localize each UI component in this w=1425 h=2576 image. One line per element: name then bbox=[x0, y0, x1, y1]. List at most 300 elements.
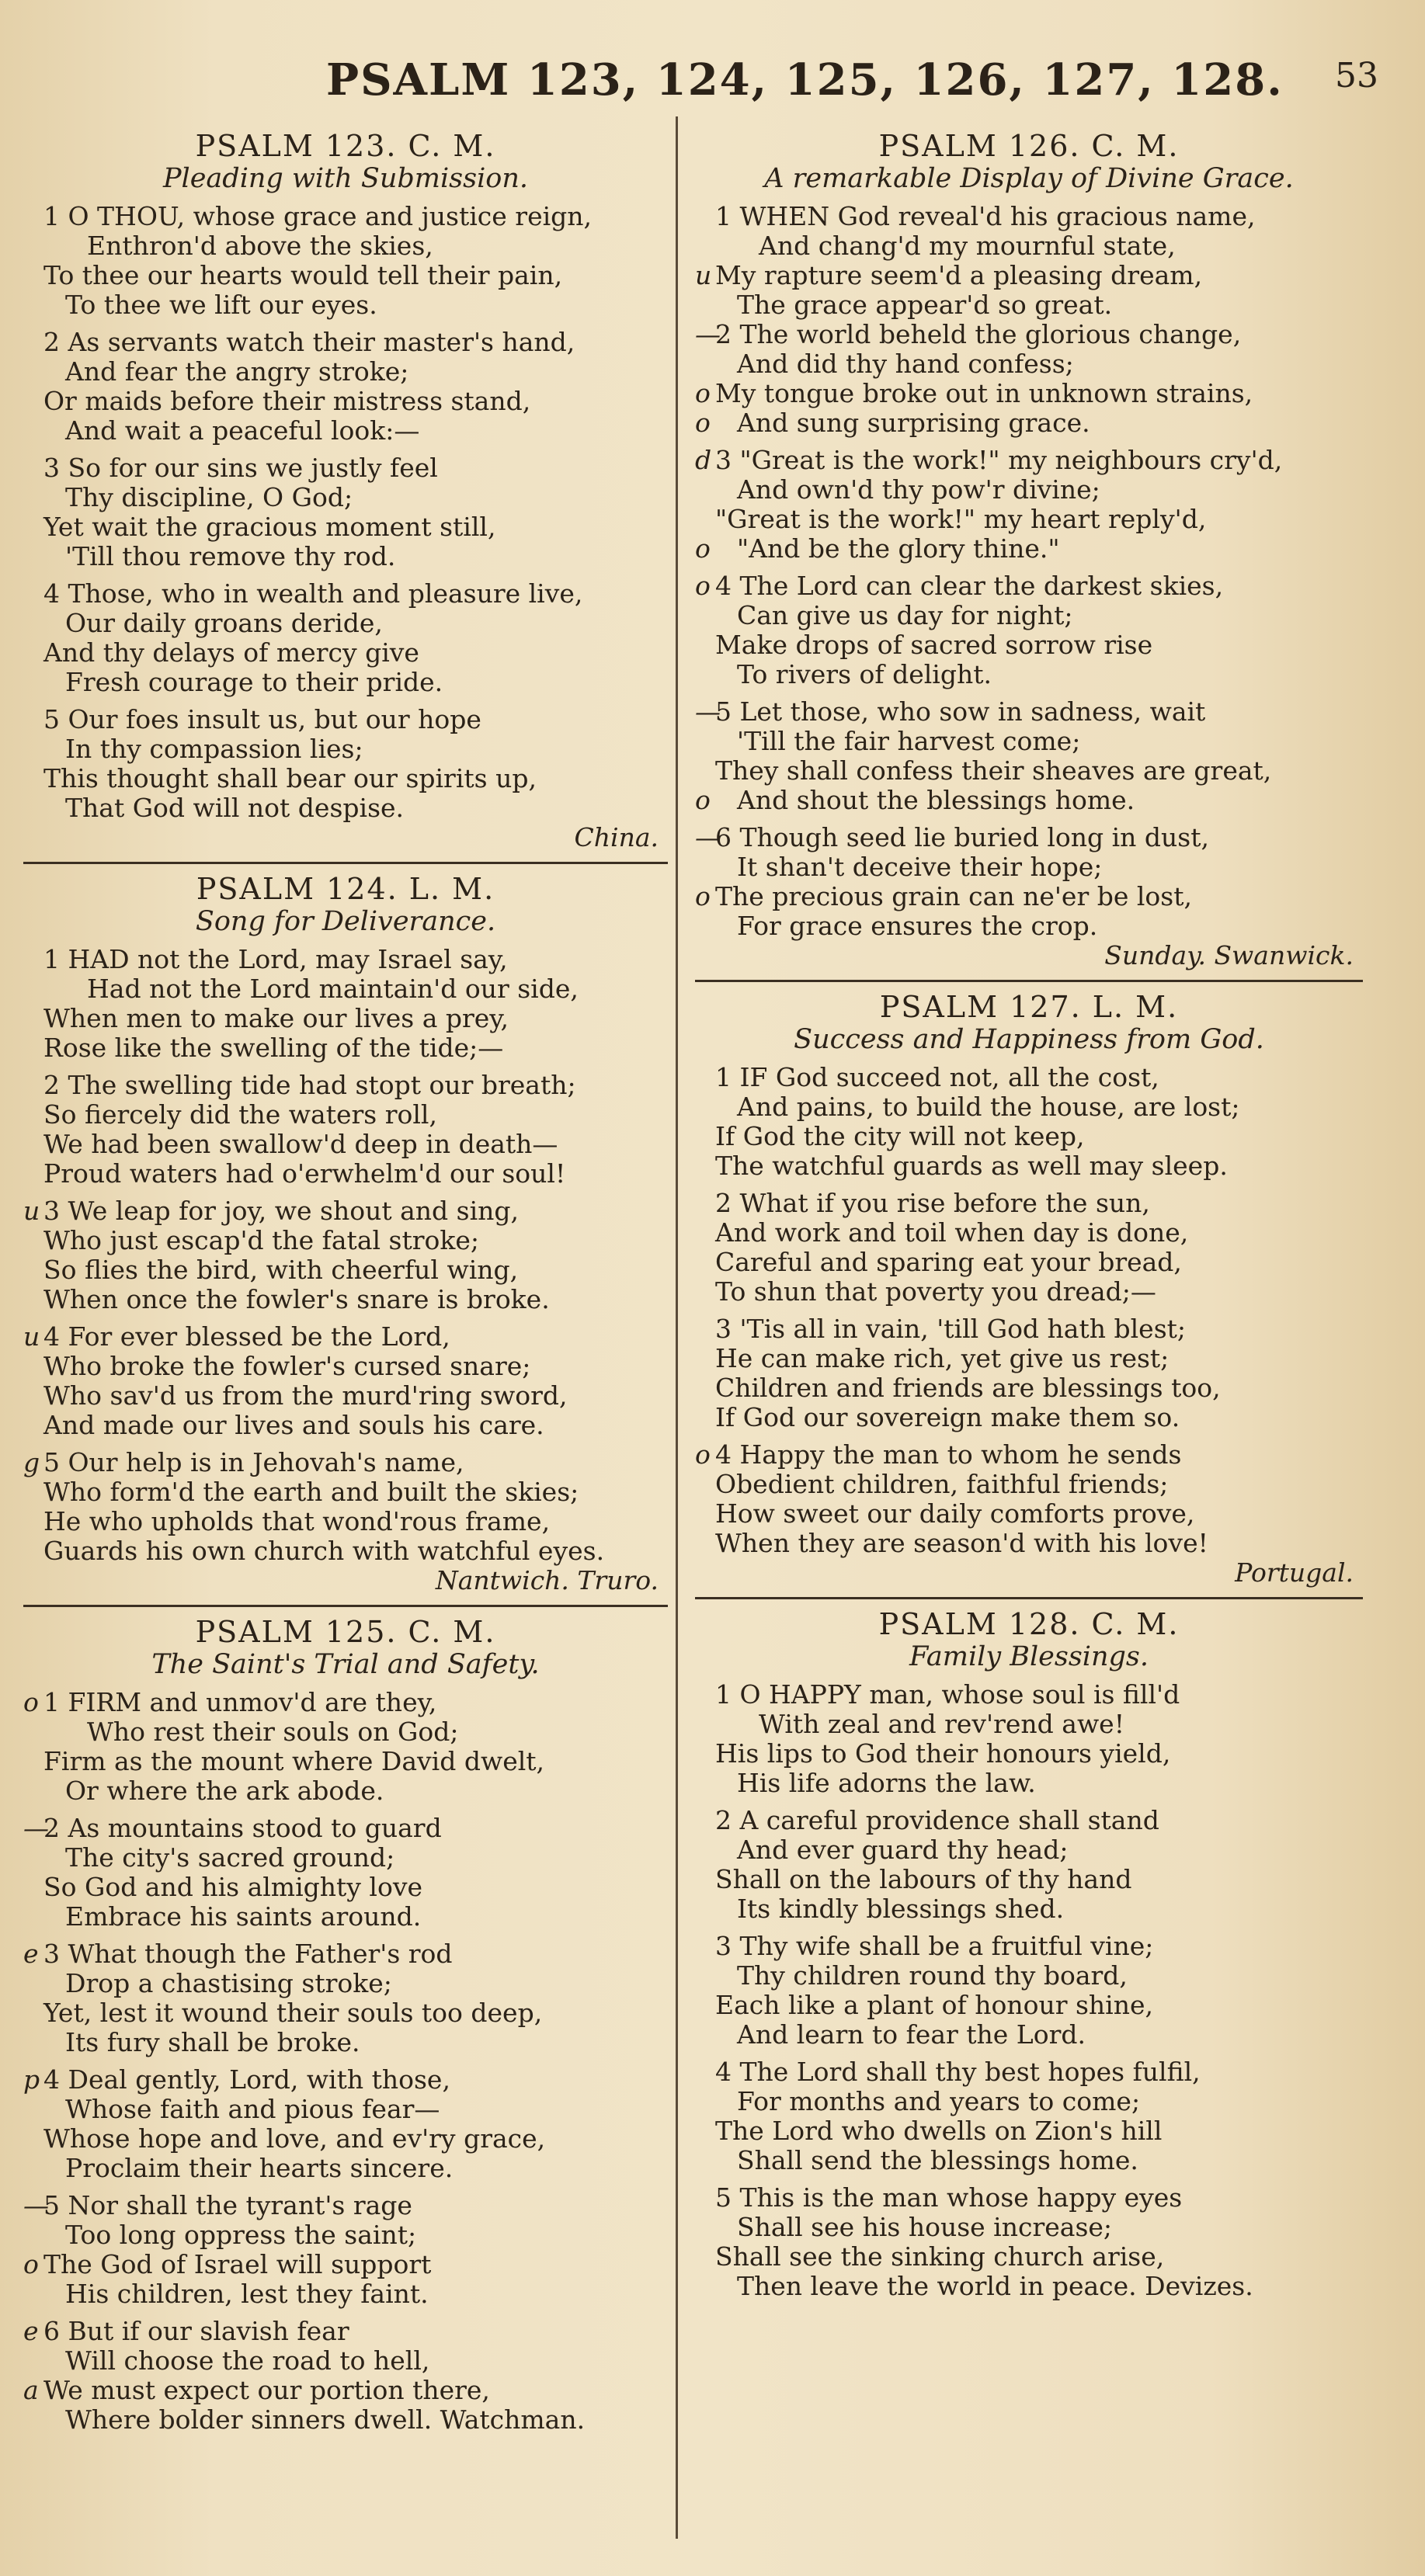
verse-text: 5 Nor shall the tyrant's rage bbox=[43, 2190, 412, 2220]
verse-line bbox=[23, 542, 668, 571]
stanza bbox=[695, 697, 1363, 815]
dynamic-mark bbox=[23, 2405, 43, 2435]
verse-line bbox=[695, 2183, 1363, 2213]
verse-line bbox=[23, 1998, 668, 2028]
verse-text: Or maids before their mistress stand, bbox=[43, 386, 531, 416]
psalm-title: PSALM 124. L. M. bbox=[196, 872, 495, 906]
dynamic-mark bbox=[23, 793, 43, 823]
dynamic-mark bbox=[23, 1717, 43, 1747]
verse-line bbox=[23, 1255, 668, 1285]
verse-line bbox=[695, 601, 1363, 630]
verse-line bbox=[695, 1470, 1363, 1499]
dynamic-mark bbox=[695, 290, 715, 320]
verse-text: The Lord who dwells on Zion's hill bbox=[715, 2116, 1163, 2146]
verse-line bbox=[23, 1873, 668, 1902]
stanza bbox=[695, 571, 1363, 689]
verse-text: We must expect our portion there, bbox=[43, 2375, 490, 2405]
dynamic-mark bbox=[23, 1477, 43, 1507]
dynamic-mark bbox=[695, 911, 715, 941]
dynamic-mark bbox=[695, 1151, 715, 1181]
dynamic-mark bbox=[695, 1865, 715, 1894]
verse-text: To shun that poverty you dread;— bbox=[715, 1276, 1156, 1307]
stanza bbox=[23, 453, 668, 571]
stanza bbox=[23, 2317, 668, 2435]
verse-text: 4 The Lord can clear the darkest skies, bbox=[715, 571, 1224, 601]
verse-text: 6 But if our slavish fear bbox=[43, 2316, 349, 2346]
verse-text: And shout the blessings home. bbox=[737, 785, 1135, 815]
dynamic-mark bbox=[23, 1776, 43, 1806]
dynamic-mark bbox=[695, 1470, 715, 1499]
dynamic-mark bbox=[23, 764, 43, 793]
verse-text: The grace appear'd so great. bbox=[737, 290, 1113, 320]
verse-text: Or where the ark abode. bbox=[65, 1776, 384, 1806]
verse-line bbox=[695, 1835, 1363, 1865]
verse-text: Where bolder sinners dwell. Watchman. bbox=[65, 2404, 586, 2435]
psalm-subtitle: Song for Deliverance. bbox=[195, 906, 496, 937]
dynamic-mark bbox=[23, 2279, 43, 2309]
verse-text: And thy delays of mercy give bbox=[43, 637, 419, 668]
verse-line bbox=[23, 1322, 668, 1352]
stanza bbox=[695, 1806, 1363, 1924]
verse-text: The precious grain can ne'er be lost, bbox=[715, 881, 1192, 911]
verse-text: And did thy hand confess; bbox=[737, 349, 1074, 379]
verse-line bbox=[23, 2279, 668, 2309]
verse-text: Drop a chastising stroke; bbox=[65, 1968, 392, 1998]
verse-line bbox=[695, 2057, 1363, 2087]
verse-text: 'Till thou remove thy rod. bbox=[65, 541, 396, 571]
verse-line bbox=[23, 2250, 668, 2279]
dynamic-mark bbox=[23, 1536, 43, 1566]
dynamic-mark bbox=[695, 601, 715, 630]
verse-line bbox=[23, 1747, 668, 1776]
verse-line bbox=[23, 579, 668, 609]
psalm-block bbox=[23, 129, 668, 852]
verse-text: The God of Israel will support bbox=[43, 2249, 432, 2279]
dynamic-mark: e bbox=[23, 2316, 39, 2346]
verse-text: Its fury shall be broke. bbox=[65, 2027, 360, 2057]
stanza bbox=[695, 1063, 1363, 1181]
stanza bbox=[23, 1939, 668, 2057]
stanza bbox=[23, 945, 668, 1063]
stanza bbox=[23, 2065, 668, 2183]
dynamic-mark: o bbox=[695, 533, 711, 564]
verse-line bbox=[695, 1248, 1363, 1277]
verse-line bbox=[23, 1071, 668, 1100]
dynamic-mark bbox=[695, 1063, 715, 1092]
dynamic-mark: p bbox=[23, 2064, 40, 2095]
dynamic-mark bbox=[23, 2028, 43, 2057]
dynamic-mark bbox=[23, 387, 43, 416]
dynamic-mark bbox=[695, 1122, 715, 1151]
verse-line bbox=[23, 1902, 668, 1932]
verse-line bbox=[695, 1894, 1363, 1924]
verse-line bbox=[695, 290, 1363, 320]
verse-line bbox=[23, 1717, 668, 1747]
verse-line bbox=[23, 1033, 668, 1063]
verse-text: 1 O THOU, whose grace and justice reign, bbox=[43, 201, 593, 231]
stanza bbox=[695, 446, 1363, 564]
verse-line bbox=[695, 1440, 1363, 1470]
dynamic-mark bbox=[695, 349, 715, 379]
verse-text: Shall on the labours of thy hand bbox=[715, 1864, 1132, 1894]
verse-text: 2 What if you rise before the sun, bbox=[715, 1188, 1150, 1218]
verse-text: Thy discipline, O God; bbox=[65, 482, 353, 512]
running-title: PSALM 123, 124, 125, 126, 127, 128. bbox=[326, 54, 1284, 106]
verse-text: "Great is the work!" my heart reply'd, bbox=[715, 504, 1207, 534]
verse-text: To rivers of delight. bbox=[737, 659, 992, 689]
verse-line bbox=[23, 1130, 668, 1159]
verse-line bbox=[23, 974, 668, 1004]
verse-line bbox=[23, 1939, 668, 1969]
dynamic-mark bbox=[695, 1529, 715, 1558]
dynamic-mark bbox=[23, 328, 43, 357]
verse-line bbox=[695, 2242, 1363, 2272]
dynamic-mark: o bbox=[695, 408, 711, 438]
dynamic-mark bbox=[23, 1033, 43, 1063]
verse-text: He can make rich, yet give us rest; bbox=[715, 1343, 1170, 1373]
verse-line bbox=[695, 1122, 1363, 1151]
verse-text: Make drops of sacred sorrow rise bbox=[715, 630, 1153, 660]
verse-text: When men to make our lives a prey, bbox=[43, 1003, 509, 1033]
verse-line bbox=[695, 911, 1363, 941]
dynamic-mark bbox=[695, 2183, 715, 2213]
verse-line bbox=[23, 2154, 668, 2183]
dynamic-mark bbox=[23, 202, 43, 231]
verse-text: Obedient children, faithful friends; bbox=[715, 1469, 1169, 1499]
dynamic-mark bbox=[695, 231, 715, 261]
verse-line bbox=[23, 793, 668, 823]
dynamic-mark bbox=[695, 475, 715, 505]
dynamic-mark bbox=[23, 512, 43, 542]
dynamic-mark: — bbox=[695, 696, 721, 727]
tune-name: Sunday. Swanwick. bbox=[1104, 940, 1354, 970]
verse-text: Embrace his saints around. bbox=[65, 1901, 422, 1932]
verse-line bbox=[23, 2028, 668, 2057]
stanza bbox=[23, 202, 668, 320]
verse-line bbox=[695, 202, 1363, 231]
verse-text: 3 We leap for joy, we shout and sing, bbox=[43, 1196, 520, 1226]
psalm-block bbox=[23, 1615, 668, 2435]
verse-line bbox=[23, 290, 668, 320]
dynamic-mark bbox=[695, 2087, 715, 2116]
dynamic-mark bbox=[23, 1843, 43, 1873]
stanza bbox=[23, 1448, 668, 1566]
dynamic-mark: u bbox=[23, 1196, 40, 1226]
verse-line bbox=[23, 638, 668, 668]
dynamic-mark bbox=[23, 1747, 43, 1776]
dynamic-mark bbox=[695, 1806, 715, 1835]
verse-line bbox=[23, 945, 668, 974]
section-rule bbox=[695, 980, 1363, 982]
verse-text: Careful and sparing eat your bread, bbox=[715, 1247, 1182, 1277]
verse-text: 5 This is the man whose happy eyes bbox=[715, 2182, 1183, 2213]
dynamic-mark: o bbox=[23, 2249, 39, 2279]
section-rule bbox=[23, 862, 668, 864]
verse-line bbox=[23, 328, 668, 357]
stanza bbox=[23, 579, 668, 697]
dynamic-mark bbox=[695, 1680, 715, 1710]
dynamic-mark bbox=[23, 1255, 43, 1285]
verse-line bbox=[695, 882, 1363, 911]
verse-text: This thought shall bear our spirits up, bbox=[43, 763, 537, 793]
dynamic-mark bbox=[23, 734, 43, 764]
verse-text: So flies the bird, with cheerful wing, bbox=[43, 1255, 519, 1285]
verse-text: 3 Thy wife shall be a fruitful vine; bbox=[715, 1931, 1154, 1961]
verse-line bbox=[23, 1159, 668, 1189]
verse-text: 4 The Lord shall thy best hopes fulfil, bbox=[715, 2057, 1201, 2087]
dynamic-mark bbox=[695, 2242, 715, 2272]
stanza bbox=[695, 1314, 1363, 1432]
verse-line bbox=[23, 2065, 668, 2095]
section-rule bbox=[23, 1605, 668, 1607]
verse-line bbox=[23, 1507, 668, 1536]
dynamic-mark bbox=[23, 1969, 43, 1998]
verse-line bbox=[695, 2146, 1363, 2175]
verse-text: When they are season'd with his love! bbox=[715, 1528, 1208, 1558]
verse-text: 3 'Tis all in vain, 'till God hath blest; bbox=[715, 1314, 1187, 1344]
verse-line bbox=[695, 505, 1363, 534]
dynamic-mark bbox=[695, 1092, 715, 1122]
verse-text: His lips to God their honours yield, bbox=[715, 1738, 1171, 1769]
verse-text: Fresh courage to their pride. bbox=[65, 667, 443, 697]
dynamic-mark: o bbox=[23, 1687, 39, 1717]
dynamic-mark bbox=[695, 2213, 715, 2242]
verse-text: So God and his almighty love bbox=[43, 1872, 423, 1902]
page-number: 53 bbox=[1335, 56, 1378, 95]
dynamic-mark bbox=[23, 1285, 43, 1314]
dynamic-mark bbox=[695, 1344, 715, 1373]
verse-line bbox=[23, 261, 668, 290]
verse-line bbox=[695, 1189, 1363, 1218]
verse-text: Whose hope and love, and ev'ry grace, bbox=[43, 2123, 546, 2154]
dynamic-mark bbox=[23, 2095, 43, 2124]
dynamic-mark bbox=[23, 945, 43, 974]
verse-line bbox=[695, 1806, 1363, 1835]
verse-line bbox=[23, 1352, 668, 1381]
psalm-block bbox=[695, 1607, 1363, 2301]
psalm-title: PSALM 126. C. M. bbox=[878, 129, 1180, 163]
verse-text: And pains, to build the house, are lost; bbox=[737, 1092, 1240, 1122]
verse-line bbox=[695, 2116, 1363, 2146]
dynamic-mark bbox=[23, 483, 43, 512]
verse-line bbox=[695, 1991, 1363, 2020]
verse-text: To thee we lift our eyes. bbox=[65, 290, 377, 320]
dynamic-mark bbox=[695, 505, 715, 534]
verse-line bbox=[23, 1381, 668, 1411]
verse-line bbox=[695, 1344, 1363, 1373]
verse-text: And fear the angry stroke; bbox=[65, 356, 409, 387]
verse-line bbox=[23, 2095, 668, 2124]
verse-text: 1 WHEN God reveal'd his gracious name, bbox=[715, 201, 1256, 231]
verse-text: My rapture seem'd a pleasing dream, bbox=[715, 260, 1203, 290]
dynamic-mark bbox=[23, 453, 43, 483]
psalm-subtitle: Success and Happiness from God. bbox=[794, 1024, 1264, 1055]
verse-text: 3 What though the Father's rod bbox=[43, 1939, 453, 1969]
verse-text: 5 Our foes insult us, but our hope bbox=[43, 704, 481, 734]
verse-line bbox=[23, 1285, 668, 1314]
verse-line bbox=[23, 2124, 668, 2154]
verse-text: 5 Our help is in Jehovah's name, bbox=[43, 1447, 464, 1477]
verse-text: Shall send the blessings home. bbox=[737, 2145, 1138, 2175]
verse-line bbox=[695, 379, 1363, 408]
verse-text: Its kindly blessings shed. bbox=[737, 1894, 1065, 1924]
dynamic-mark bbox=[695, 1403, 715, 1432]
dynamic-mark: — bbox=[23, 2190, 49, 2220]
verse-line bbox=[695, 1063, 1363, 1092]
psalm-subtitle: A remarkable Display of Divine Grace. bbox=[764, 163, 1294, 194]
verse-line bbox=[695, 534, 1363, 564]
dynamic-mark bbox=[695, 660, 715, 689]
verse-text: Thy children round thy board, bbox=[737, 1960, 1128, 1991]
psalm-title: PSALM 125. C. M. bbox=[195, 1615, 496, 1649]
verse-line bbox=[23, 1004, 668, 1033]
verse-line bbox=[695, 786, 1363, 815]
verse-line bbox=[23, 231, 668, 261]
verse-text: Whose faith and pious fear— bbox=[65, 2094, 440, 2124]
page-header bbox=[0, 54, 1425, 116]
dynamic-mark bbox=[23, 2124, 43, 2154]
psalm-block bbox=[695, 129, 1363, 970]
dynamic-mark bbox=[23, 1130, 43, 1159]
verse-line bbox=[695, 1499, 1363, 1529]
verse-text: That God will not despise. bbox=[65, 793, 405, 823]
stanza bbox=[695, 1189, 1363, 1307]
dynamic-mark bbox=[23, 1411, 43, 1440]
verse-text: Proclaim their hearts sincere. bbox=[65, 2153, 454, 2183]
verse-line bbox=[695, 1403, 1363, 1432]
verse-text: It shan't deceive their hope; bbox=[737, 852, 1103, 882]
verse-line bbox=[695, 2213, 1363, 2242]
psalm-block bbox=[23, 872, 668, 1595]
verse-text: My tongue broke out in unknown strains, bbox=[715, 378, 1253, 408]
verse-text: Guards his own church with watchful eyes. bbox=[43, 1536, 605, 1566]
verse-line bbox=[23, 1814, 668, 1843]
dynamic-mark bbox=[695, 1932, 715, 1961]
verse-text: Then leave the world in peace. Devizes. bbox=[737, 2271, 1253, 2301]
verse-line bbox=[695, 349, 1363, 379]
section-rule bbox=[695, 1597, 1363, 1599]
verse-line bbox=[23, 512, 668, 542]
verse-text: Children and friends are blessings too, bbox=[715, 1373, 1221, 1403]
verse-text: His children, lest they faint. bbox=[65, 2279, 429, 2309]
psalm-subtitle: Pleading with Submission. bbox=[162, 163, 529, 194]
dynamic-mark bbox=[23, 974, 43, 1004]
verse-text: The city's sacred ground; bbox=[65, 1842, 395, 1873]
verse-text: If God the city will not keep, bbox=[715, 1121, 1085, 1151]
verse-text: 5 Let those, who sow in sadness, wait bbox=[715, 696, 1206, 727]
dynamic-mark bbox=[695, 1218, 715, 1248]
verse-line bbox=[695, 446, 1363, 475]
verse-text: And own'd thy pow'r divine; bbox=[737, 474, 1100, 505]
verse-line bbox=[23, 668, 668, 697]
tune-name: Nantwich. Truro. bbox=[435, 1565, 659, 1595]
verse-line bbox=[23, 734, 668, 764]
verse-text: In thy compassion lies; bbox=[65, 734, 363, 764]
dynamic-mark: o bbox=[695, 785, 711, 815]
verse-line bbox=[695, 727, 1363, 756]
verse-line bbox=[695, 1277, 1363, 1307]
verse-line bbox=[23, 2376, 668, 2405]
verse-text: And wait a peaceful look:— bbox=[65, 415, 420, 446]
dynamic-mark bbox=[23, 705, 43, 734]
dynamic-mark: o bbox=[695, 881, 711, 911]
verse-line bbox=[23, 764, 668, 793]
verse-text: When once the fowler's snare is broke. bbox=[43, 1284, 550, 1314]
tune-name: Portugal. bbox=[1235, 1557, 1354, 1588]
verse-text: His life adorns the law. bbox=[737, 1768, 1036, 1798]
dynamic-mark bbox=[23, 1352, 43, 1381]
verse-text: Who sav'd us from the murd'ring sword, bbox=[43, 1380, 568, 1411]
psalm-block bbox=[695, 990, 1363, 1588]
dynamic-mark bbox=[695, 727, 715, 756]
dynamic-mark bbox=[23, 542, 43, 571]
dynamic-mark: g bbox=[23, 1447, 40, 1477]
dynamic-mark bbox=[695, 1189, 715, 1218]
verse-text: Yet wait the gracious moment still, bbox=[43, 512, 496, 542]
dynamic-mark bbox=[23, 1159, 43, 1189]
dynamic-mark bbox=[695, 1710, 715, 1739]
verse-text: For grace ensures the crop. bbox=[737, 911, 1098, 941]
psalm-subtitle: Family Blessings. bbox=[909, 1641, 1149, 1672]
dynamic-mark bbox=[23, 1071, 43, 1100]
tune-name: China. bbox=[574, 822, 659, 852]
verse-line bbox=[695, 1865, 1363, 1894]
verse-line bbox=[23, 1411, 668, 1440]
psalm-subtitle: The Saint's Trial and Safety. bbox=[151, 1649, 540, 1680]
verse-text: And learn to fear the Lord. bbox=[737, 2019, 1086, 2050]
verse-text: They shall confess their sheaves are great, bbox=[715, 755, 1272, 786]
verse-line bbox=[23, 202, 668, 231]
dynamic-mark: — bbox=[23, 1813, 49, 1843]
verse-text: 2 As servants watch their master's hand, bbox=[43, 327, 575, 357]
dynamic-mark: u bbox=[23, 1321, 40, 1352]
verse-line bbox=[23, 2346, 668, 2376]
verse-line bbox=[695, 231, 1363, 261]
dynamic-mark bbox=[23, 290, 43, 320]
verse-line bbox=[23, 2191, 668, 2220]
verse-text: 1 O HAPPY man, whose soul is fill'd bbox=[715, 1679, 1180, 1710]
stanza bbox=[695, 1680, 1363, 1798]
dynamic-mark: u bbox=[695, 260, 712, 290]
stanza bbox=[23, 1814, 668, 1932]
verse-text: With zeal and rev'rend awe! bbox=[759, 1709, 1124, 1739]
verse-line bbox=[23, 609, 668, 638]
verse-line bbox=[23, 2317, 668, 2346]
verse-text: The watchful guards as well may sleep. bbox=[715, 1151, 1228, 1181]
verse-line bbox=[695, 571, 1363, 601]
verse-line bbox=[695, 852, 1363, 882]
verse-text: If God our sovereign make them so. bbox=[715, 1402, 1180, 1432]
dynamic-mark bbox=[23, 579, 43, 609]
verse-line bbox=[23, 1477, 668, 1507]
dynamic-mark: — bbox=[695, 319, 721, 349]
verse-text: And ever guard thy head; bbox=[737, 1835, 1069, 1865]
verse-text: 1 HAD not the Lord, may Israel say, bbox=[43, 944, 508, 974]
verse-text: To thee our hearts would tell their pain, bbox=[43, 260, 563, 290]
verse-text: He who upholds that wond'rous frame, bbox=[43, 1506, 551, 1536]
psalm-title: PSALM 127. L. M. bbox=[879, 990, 1179, 1024]
verse-text: And work and toil when day is done, bbox=[715, 1217, 1189, 1248]
dynamic-mark bbox=[23, 1507, 43, 1536]
verse-text: Proud waters had o'erwhelm'd our soul! bbox=[43, 1158, 566, 1189]
verse-text: Rose like the swelling of the tide;— bbox=[43, 1033, 504, 1063]
verse-text: 2 As mountains stood to guard bbox=[43, 1813, 442, 1843]
verse-line bbox=[23, 1969, 668, 1998]
dynamic-mark bbox=[23, 357, 43, 387]
dynamic-mark bbox=[695, 852, 715, 882]
verse-line bbox=[23, 1688, 668, 1717]
stanza bbox=[695, 823, 1363, 941]
